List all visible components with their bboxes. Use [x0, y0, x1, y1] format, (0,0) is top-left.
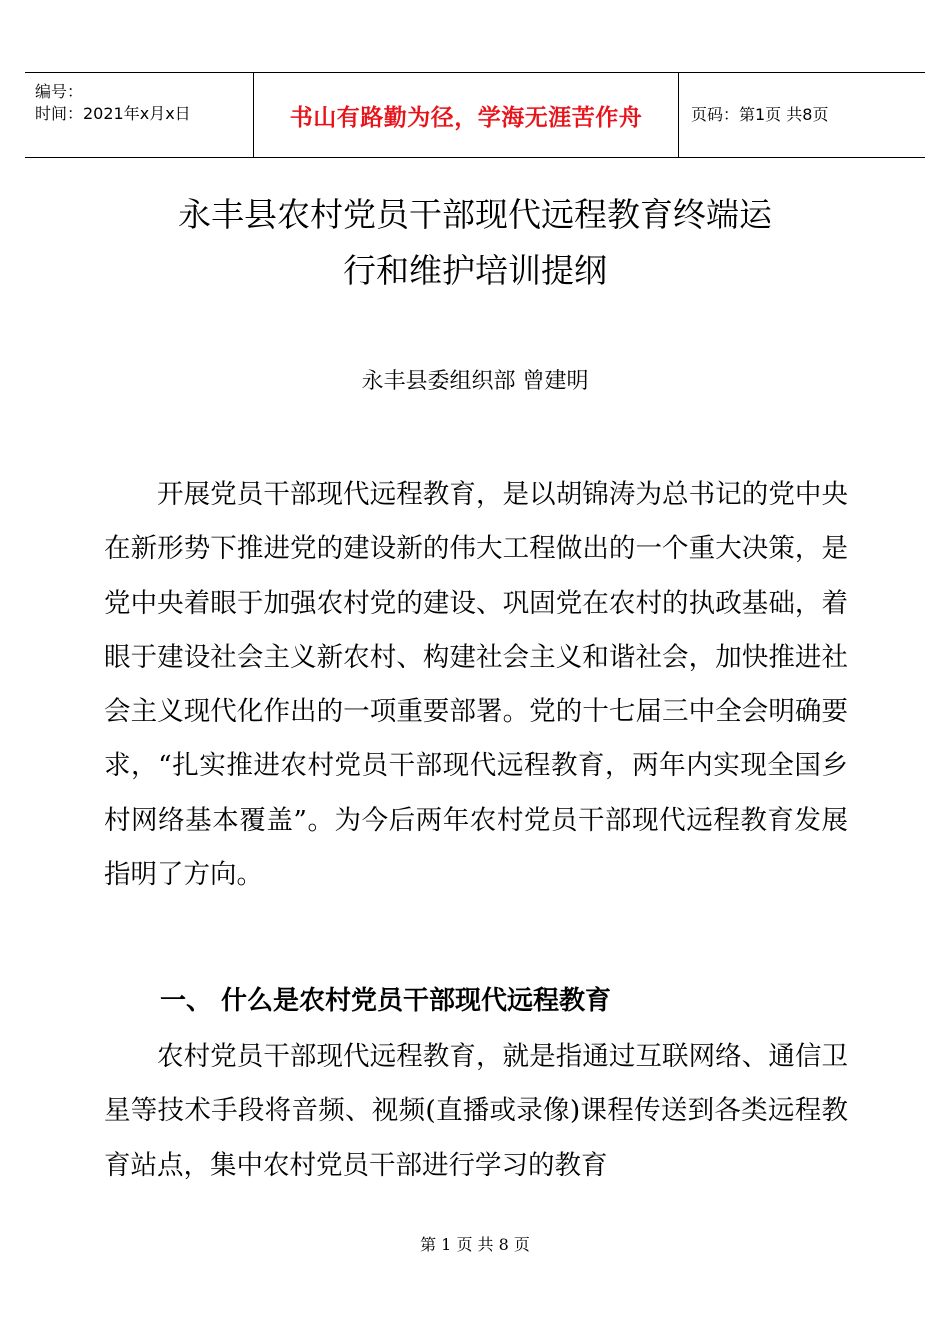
author-line: 永丰县委组织部 曾建明: [361, 369, 589, 394]
header-page-cell: [679, 73, 925, 157]
document-title-line1: 永丰县农村党员干部现代远程教育终端运: [178, 195, 772, 234]
number-label: 编号：: [35, 82, 84, 101]
motto-text: 书山有路勤为径，学海无涯苦作舟: [289, 104, 643, 131]
header-table: [25, 72, 925, 158]
page-info: 页码：第1页 共8页: [691, 105, 829, 124]
time-label: 时间：2021年x月x日: [35, 104, 191, 123]
body-paragraph-1: 开展党员干部现代远程教育，是以胡锦涛为总书记的党中央在新形势下推进党的建设新的伟大工程做出的一个重大决策，是党中央着眼于加强农村党的建设、巩固党在农村的执政基础，着眼于建设社会主义新农村、构建社会主义和谐社会，加快推进社会主义现代化作出的一项重要部署。党的十七届三中全会明确要求，“扎实推进农村党员干部现代远程教育，两年内实现全国乡村网络基本覆盖”。为今后两年农村党员干部现代远程教育发展指明了方向。: [104, 479, 848, 891]
header-motto-cell: [253, 73, 679, 157]
section-heading-1: 一、 什么是农村党员干部现代远程教育: [160, 986, 612, 1016]
header-meta-cell: [25, 73, 253, 157]
body-paragraph-2: 农村党员干部现代远程教育，就是指通过互联网络、通信卫星等技术手段将音频、视频(直播或录像)课程传送到各类远程教育站点，集中农村党员干部进行学习的教育: [104, 1041, 848, 1181]
document-title-line2: 行和维护培训提纲: [343, 251, 607, 290]
page-footer: 第 1 页 共 8 页: [420, 1235, 530, 1254]
